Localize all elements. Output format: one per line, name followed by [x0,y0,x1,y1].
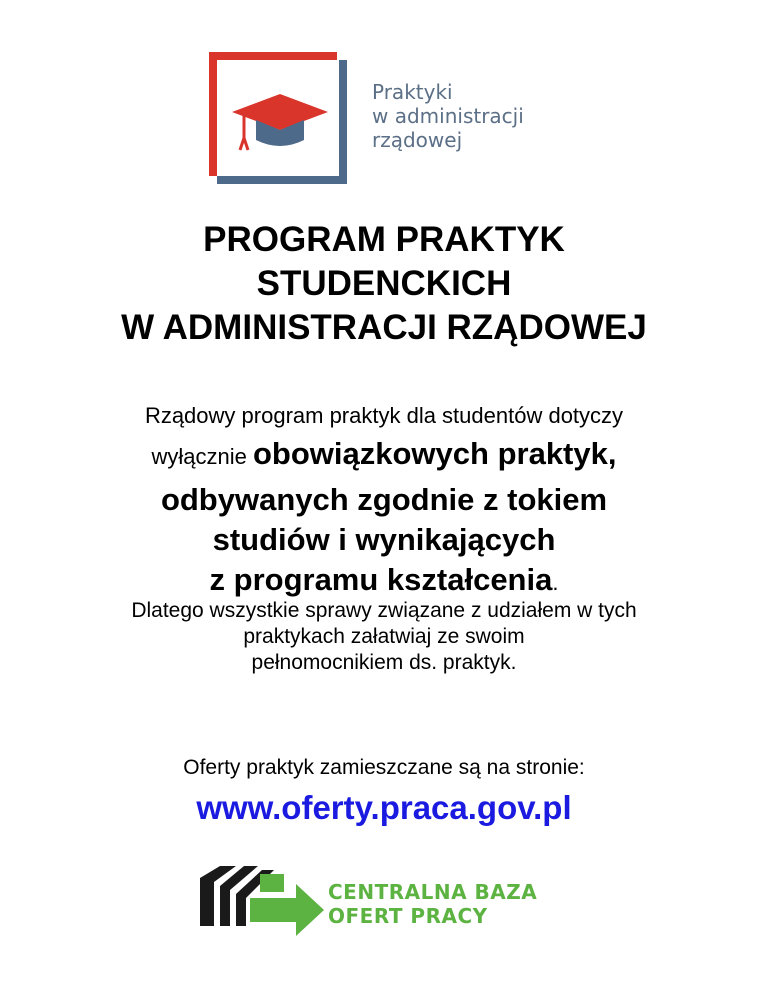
page-title [0,218,768,350]
offers-link[interactable]: www.oferty.praca.gov.pl [196,789,572,826]
logo-text-line: w administracji [372,104,524,128]
description-bold-text: obowiązkowych praktyk, [252,436,617,471]
cbop-text-line: CENTRALNA BAZA [328,880,538,904]
description-text: wyłącznie [151,444,253,469]
note-line: pełnomocnikiem ds. praktyk. [251,651,517,674]
logo-text-line: Praktyki [372,80,453,104]
title-line: STUDENCKICH [256,264,512,303]
offers-label: Oferty praktyk zamieszczane są na stronie: [183,756,585,779]
description-text: . [552,570,559,595]
arrow-right-icon [200,860,328,940]
title-line: PROGRAM PRAKTYK [203,220,565,259]
logo-text-line: rządowej [372,128,463,152]
cbop-text [328,880,537,928]
title-line: W ADMINISTRACJI RZĄDOWEJ [121,308,647,347]
description-bold-text: z programu kształcenia [209,562,553,597]
description-line-mixed [0,434,768,480]
program-description [0,398,768,606]
description-bold-line: odbywanych zgodnie z tokiem [160,482,608,517]
graduation-cap-icon [230,90,330,156]
note-line: Dlatego wszystkie sprawy związane z udziałem w tych [131,599,637,622]
cbop-logo [200,860,580,940]
description-line: Rządowy program praktyk dla studentów dotyczy [144,403,624,428]
note-line: praktykach załatwiaj ze swoim [243,625,525,648]
description-bold-line: studiów i wynikających [212,522,556,557]
praktyki-logo [200,50,580,185]
contact-note [0,598,768,676]
cbop-text-line: OFERT PRACY [328,904,488,928]
logo-text [372,80,524,152]
